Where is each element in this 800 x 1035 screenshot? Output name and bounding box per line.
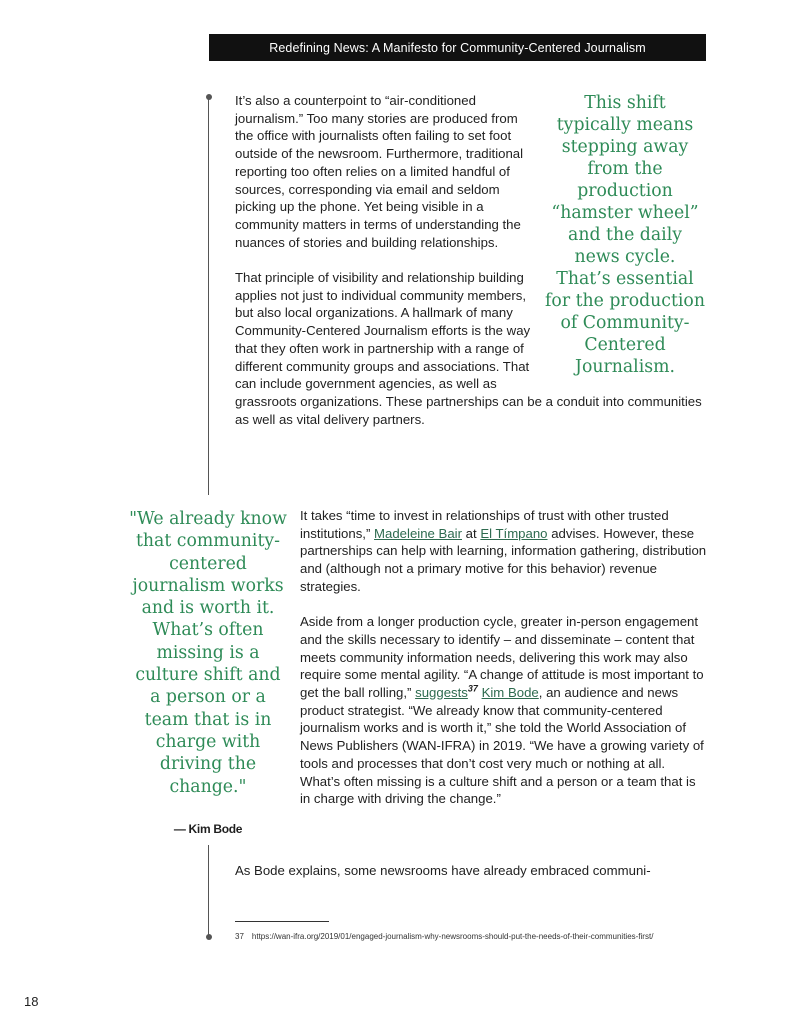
paragraph-visibility: That principle of visibility and relationship building applies not just to individual community members, but also local organizations. A hallmark of many Community-Centered Journalism efforts is the way that they often work in partnership with a range of different community groups and associations. That can include government agencies, as well as grassroots organizations. These partnerships can be a conduit into communities as well as vital delivery partners. (235, 270, 702, 427)
timeline-rule-lower (208, 845, 209, 937)
el-timpano-link[interactable]: El Tímpano (480, 525, 548, 541)
pullquote-right: This shift typically means stepping away from the production “hamster wheel” and the daily news cycle. That’s essential for the production of Community-Centered Journalism. (545, 93, 705, 377)
footnote-url[interactable]: https://wan-ifra.org/2019/01/engaged-journalism-why-newsrooms-should-put-the-needs-of-their-communities-first/ (251, 932, 654, 941)
intro-text-block (235, 92, 705, 428)
paragraph-partners (300, 507, 707, 596)
paragraph-bode-start: Aside from a longer production cycle, greater in-person engagement and the skills necessary to identify – and disseminate – content that meets community information needs, delivering this work may also require some mental agility. “A change of attitude is most important to get the ball rolling,” (300, 614, 704, 701)
madeleine-bair-link[interactable]: Madeleine Bair (374, 525, 462, 541)
paragraph-partners-start: It takes “time to invest in relationships of trust with other trusted institutions,” (300, 508, 669, 541)
paragraph-bode (300, 613, 707, 808)
timeline-rule-upper (208, 97, 209, 495)
paragraph-air-conditioned: It’s also a counterpoint to “air-conditioned journalism.” Too many stories are produced from the office with journalists often failing to set foot outside of the newsroom. Furthermore, traditional reporting too often relies on a limited handful of sources, corresponding via email and seldom picking up the phone. Yet being visible in a community matters in terms of understanding the nuances of stories and building relationships. (235, 93, 524, 250)
footnote (235, 932, 715, 941)
kim-bode-link[interactable]: Kim Bode (481, 685, 539, 701)
pullquote-attribution: — Kim Bode (173, 822, 243, 836)
paragraph-continue: As Bode explains, some newsrooms have already embraced communi- (235, 863, 651, 878)
timeline-bottom-dot (206, 934, 212, 940)
footnote-divider (235, 921, 329, 922)
page-number: 18 (24, 994, 39, 1009)
paragraph-bode-end: , an audience and news product strategist. “We already know that community-centered journalism works and is worth it,” she told the World Association of News Publishers (WAN-IFRA) in 2019. “We have a growing variety of tools and processes that don’t cost very much or nothing at all. What’s often missing is a culture shift and a person or a team that is in charge with driving the change.” (300, 685, 704, 807)
pullquote-left: "We already know that community-centered journalism works and is worth it. What’s often missing is a culture shift and a person or a team that is in charge with driving the change." (129, 509, 287, 797)
running-header (209, 34, 706, 61)
footnote-reference[interactable]: 37 (467, 683, 478, 694)
footnote-number: 37 (235, 932, 244, 941)
paragraph-partners-end: advises. However, these partnerships can help with learning, information gathering, distribution and (although not a primary motive for this behavior) revenue strategies. (300, 525, 707, 594)
suggests-link[interactable]: suggests (415, 685, 468, 701)
partnership-text-block (300, 507, 707, 808)
running-header-title: Redefining News: A Manifesto for Community-Centered Journalism (269, 40, 646, 55)
paragraph-partners-mid: at (462, 525, 481, 541)
